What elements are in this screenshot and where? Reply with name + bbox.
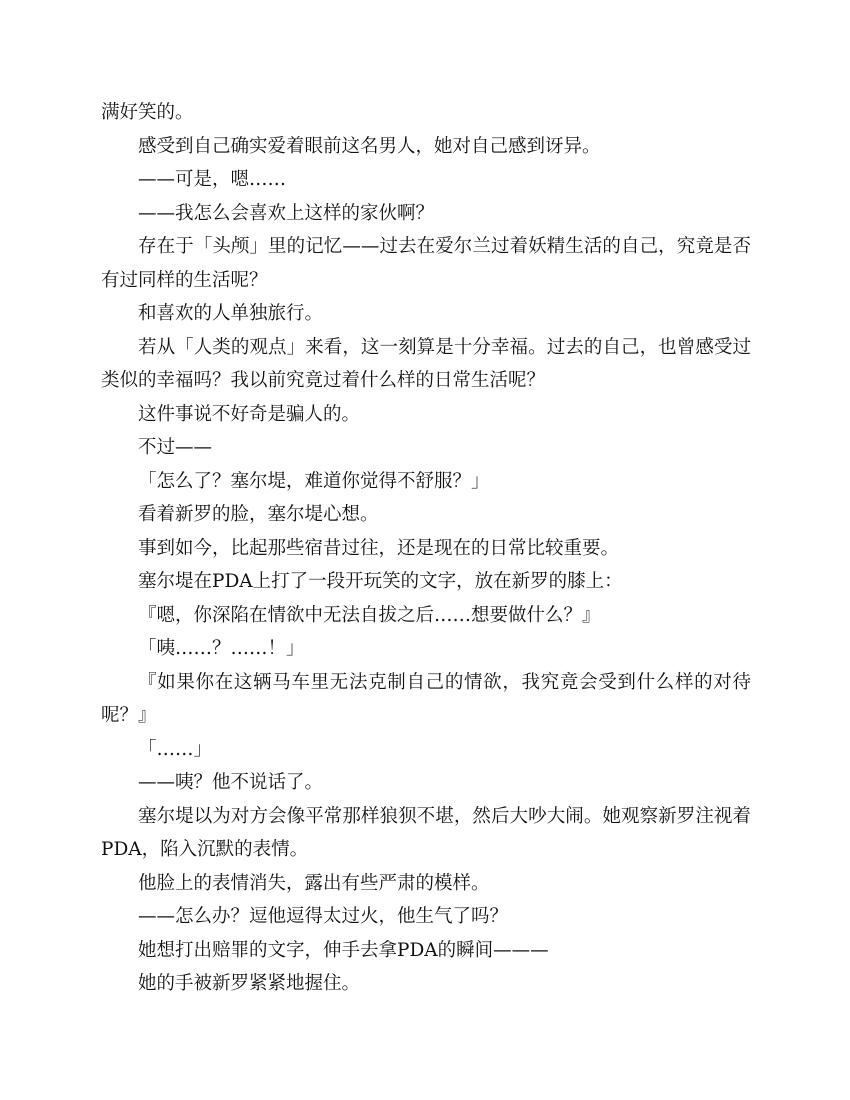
paragraph: 他脸上的表情消失，露出有些严肃的模样。	[138, 872, 490, 894]
paragraph: 若从「人类的观点」来看，这一刻算是十分幸福。过去的自己，也曾感受过类似的幸福吗？我以前究竟过着什么样的日常生活呢？	[101, 336, 751, 391]
paragraph: 这件事说不好奇是骗人的。	[138, 403, 361, 425]
paragraph: 「咦……？……！」	[138, 638, 305, 659]
paragraph: 存在于「头颅」里的记忆——过去在爱尔兰过着妖精生活的自己，究竟是否有过同样的生活呢？	[101, 236, 751, 291]
paragraph: 她想打出赔罪的文字，伸手去拿PDA的瞬间———	[138, 939, 549, 961]
paragraph: 『如果你在这辆马车里无法克制自己的情欲，我究竟会受到什么样的对待呢？』	[101, 671, 751, 726]
body-text	[101, 96, 751, 1001]
paragraph: 事到如今，比起那些宿昔过往，还是现在的日常比较重要。	[138, 537, 620, 559]
paragraph: 她的手被新罗紧紧地握住。	[138, 973, 361, 994]
paragraph: 感受到自己确实爱着眼前这名男人，她对自己感到讶异。	[138, 135, 601, 157]
paragraph: 塞尔堤以为对方会像平常那样狼狈不堪，然后大吵大闹。她观察新罗注视着PDA，陷入沉默的表情。	[101, 805, 751, 860]
paragraph: ——咦？他不说话了。	[138, 772, 324, 793]
paragraph: ——怎么办？逗他逗得太过火，他生气了吗？	[138, 906, 509, 927]
paragraph: 「……」	[138, 738, 213, 760]
paragraph: 「怎么了？塞尔堤，难道你觉得不舒服？」	[138, 470, 490, 492]
paragraph: 和喜欢的人单独旅行。	[138, 303, 324, 324]
paragraph: ——我怎么会喜欢上这样的家伙啊？	[138, 202, 435, 224]
paragraph: 塞尔堤在PDA上打了一段开玩笑的文字，放在新罗的膝上：	[138, 571, 623, 592]
paragraph: 不过——	[138, 437, 213, 458]
paragraph: 满好笑的。	[101, 102, 194, 123]
paragraph: 『嗯，你深陷在情欲中无法自拔之后……想要做什么？』	[138, 604, 601, 626]
paragraph: ——可是，嗯……	[138, 169, 287, 190]
paragraph: 看着新罗的脸，塞尔堤心想。	[138, 504, 379, 525]
